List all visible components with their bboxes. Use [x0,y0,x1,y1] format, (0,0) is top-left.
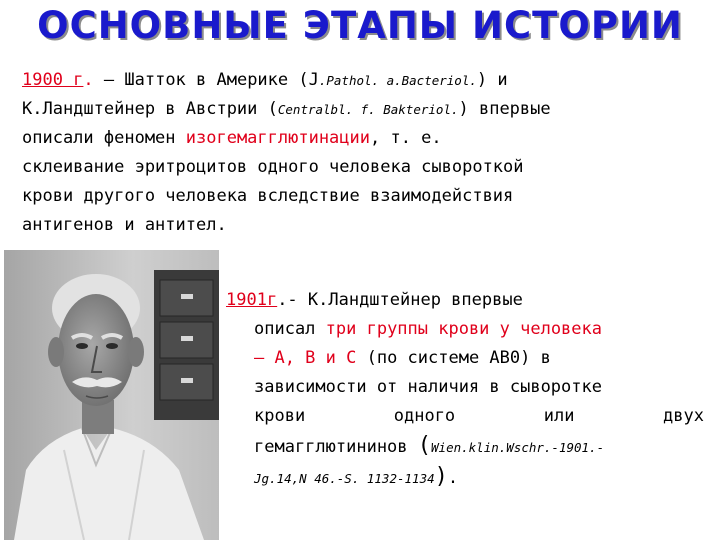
journal-centralbl: Centralbl. f. Bakteriol. [277,102,459,117]
year-1900: 1900 г [22,70,84,90]
para1-line-2-end: ) впервые [458,99,551,119]
para1-line-3-end: , т. е. [370,128,442,148]
para2-line-6 [226,431,704,462]
para2-line-3-text: (по системе АВ0) в [356,348,551,368]
citation-volume: Jg.14,N 46.-S. 1132-1134 [254,471,435,486]
para2-line-5 [226,402,704,431]
para1-line-1 [22,66,702,95]
para1-line-3 [22,124,702,153]
history-1901-paragraph [226,286,704,493]
citation-end-dot: . [447,468,459,488]
para2-word-4: двух [663,406,704,426]
term-three-blood-groups: три группы крови у человека [325,319,602,339]
para1-line-1-text: – Шатток в Америке (J [93,70,319,90]
journal-pathol: .Pathol. a.Bacteriol. [318,73,477,88]
year-1900-dot: . [83,70,94,90]
history-1900-paragraph [22,66,702,240]
term-isohemagglutination: изогемагглютинации [185,128,370,148]
para2-line-1 [226,286,704,315]
term-groups-abc: – А, В и С [254,348,357,368]
para2-line-2-text: описал [254,319,326,339]
para2-line-2 [226,315,704,344]
landsteiner-portrait [4,250,219,540]
para2-line-3 [226,344,704,373]
para1-line-5: крови другого человека вследствие взаимодействия [22,186,514,206]
para2-word-3: или [543,406,575,426]
citation-wien-klin: Wien.klin.Wschr.-1901.- [431,440,605,455]
para2-line-1-rest: .- К.Ландштейнер впервые [277,290,523,310]
slide-title: ОСНОВНЫЕ ЭТАПЫ ИСТОРИИ [37,4,683,47]
para1-line-4: склеивание эритроцитов одного человека сывороткой [22,157,524,177]
year-1901: 1901г [226,290,278,310]
para1-line-3-text: описали феномен [22,128,186,148]
citation-open-paren: ( [417,433,432,458]
citation-close-paren: ) [434,464,448,489]
para1-line-2 [22,95,702,124]
portrait-photo-icon [4,250,219,540]
para2-word-1: крови [254,406,306,426]
para2-line-4: зависимости от наличия в сыворотке [254,377,602,397]
para2-word-2: одного [393,406,456,426]
para1-line-1-end: ) и [476,70,508,90]
para1-line-2-text: К.Ландштейнер в Австрии ( [22,99,278,119]
para1-line-6: антигенов и антител. [22,215,227,235]
para2-line-7 [226,462,704,493]
para2-line-6-text: гемагглютининов [254,437,418,457]
